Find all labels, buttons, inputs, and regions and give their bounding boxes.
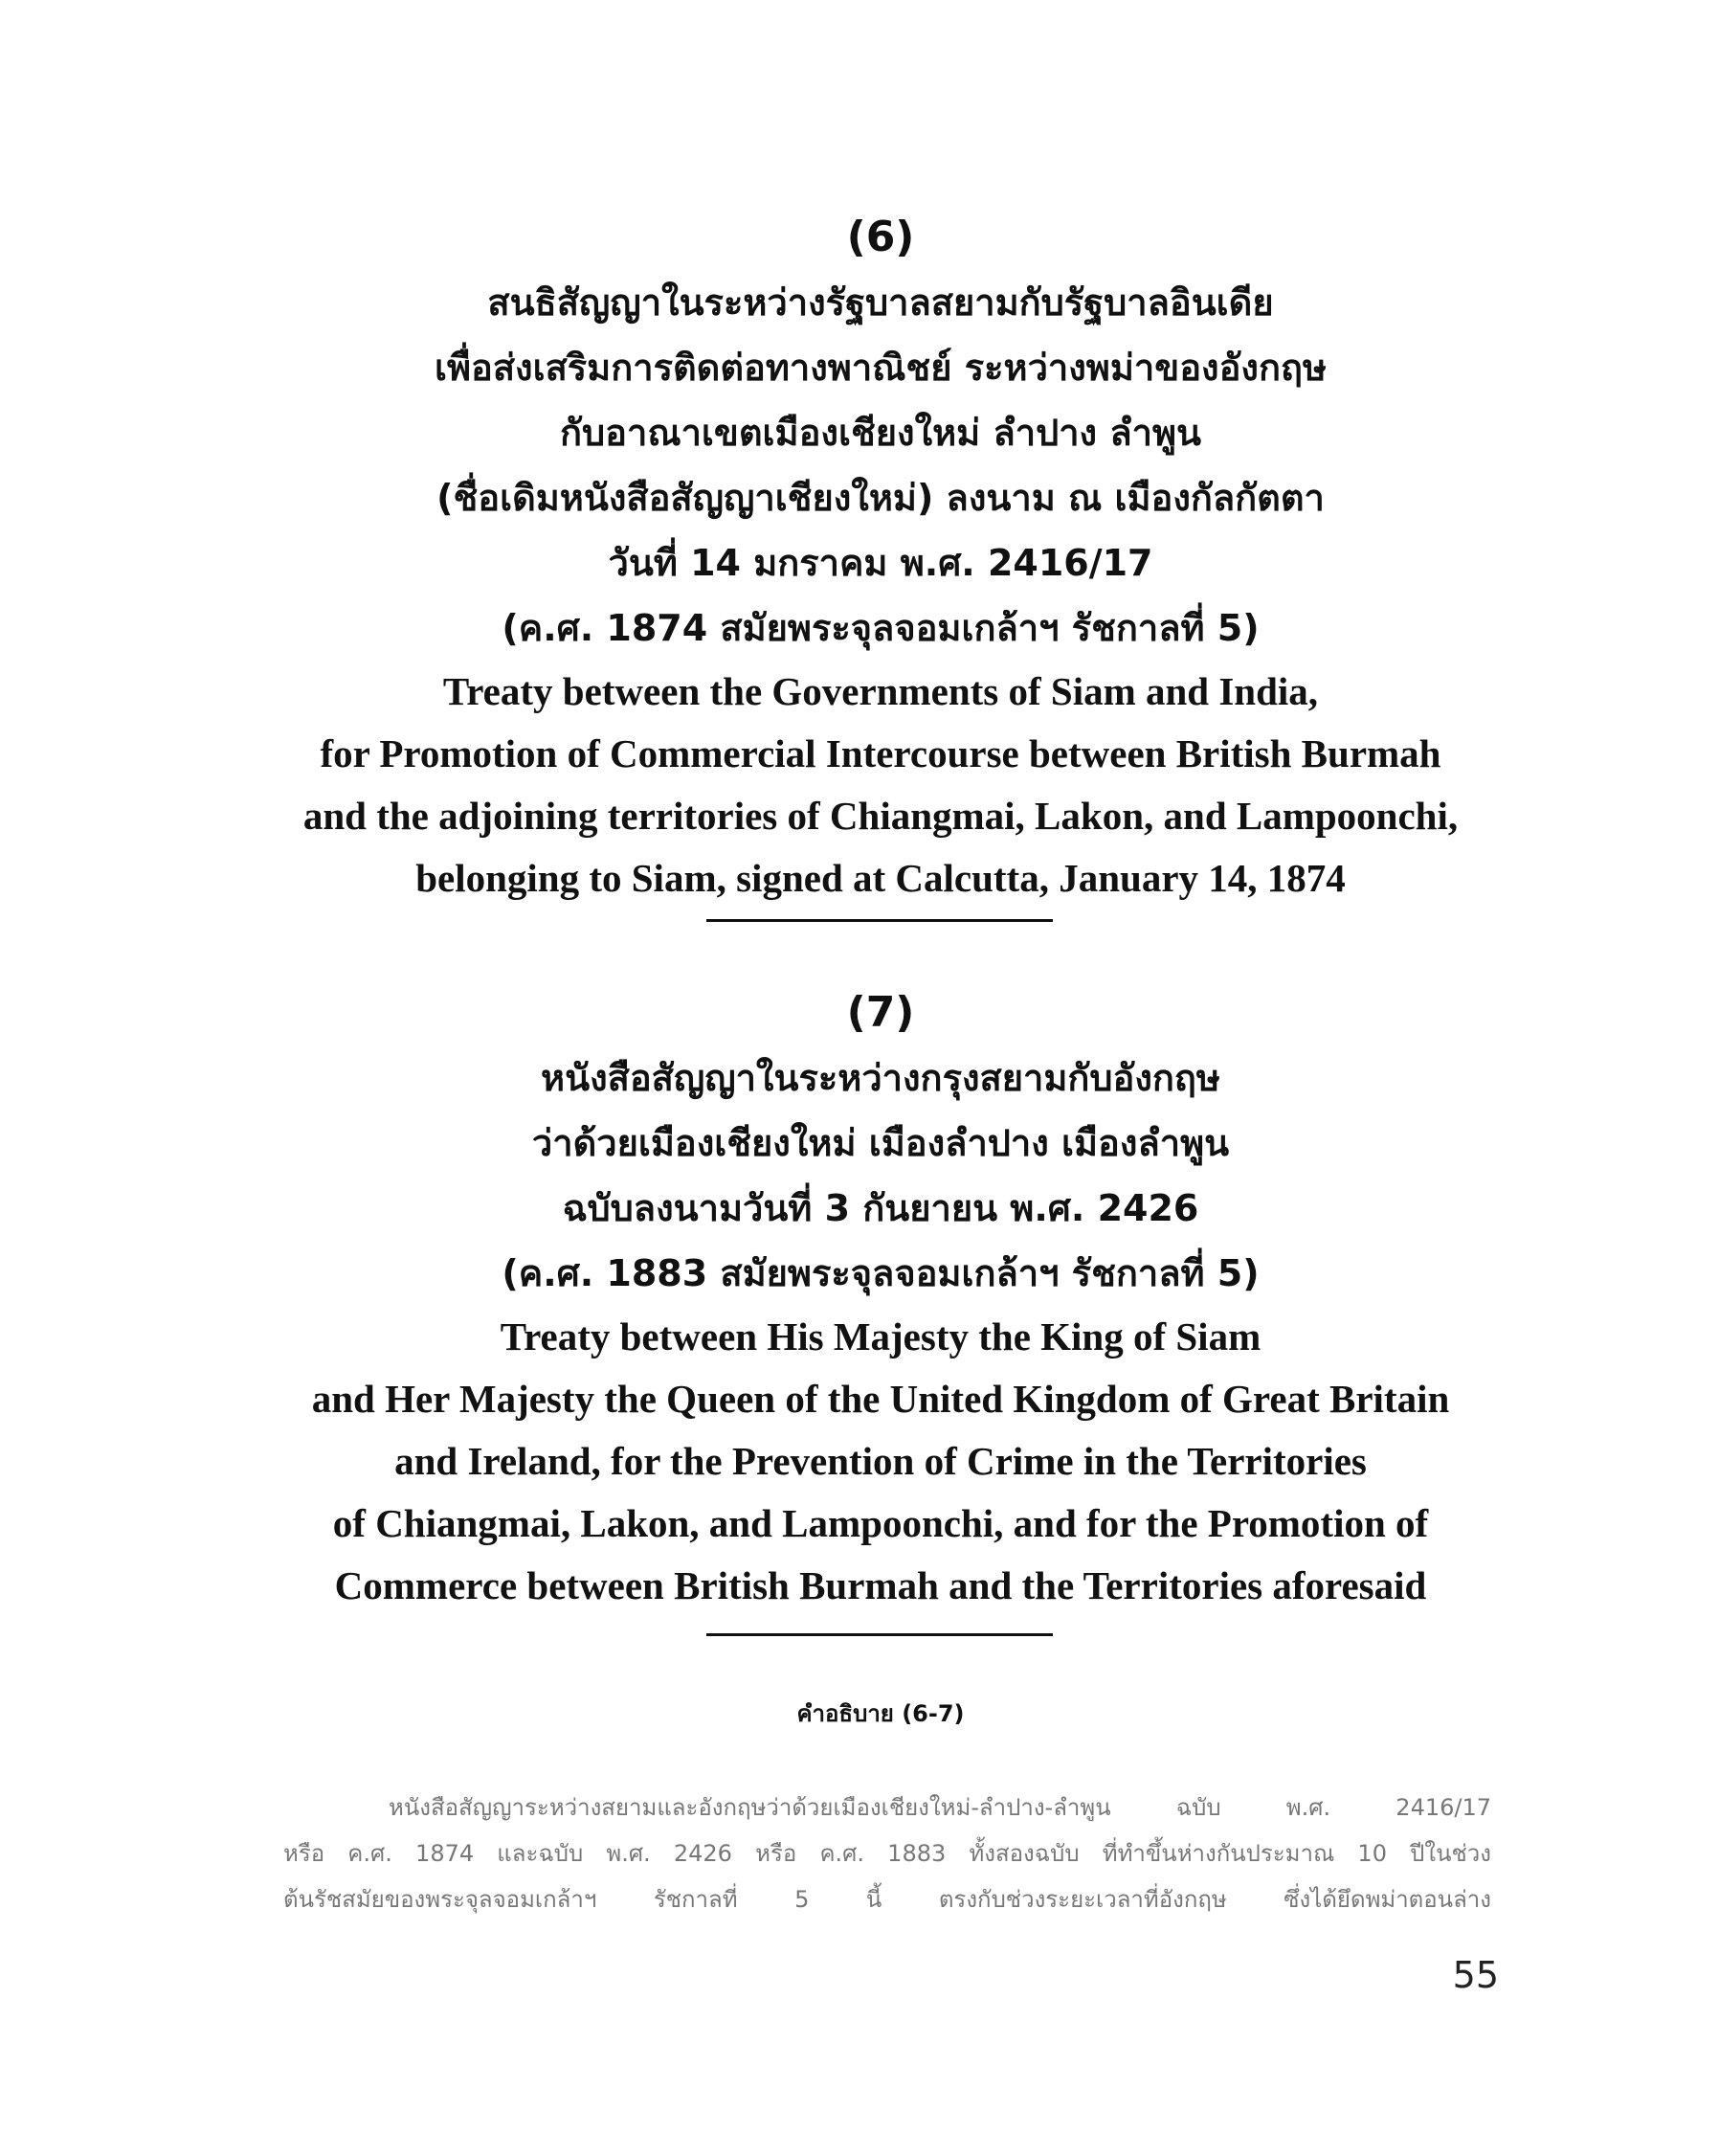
section-7 [230,980,1531,1617]
section-7-english-line: and Ireland, for the Prevention of Crime in the Territories [394,1439,1367,1483]
section-6-english-line: Treaty between the Governments of Siam and India, [442,669,1319,713]
section-7-thai-line: ว่าด้วยเมืองเชียงใหม่ เมืองลำปาง เมืองลำพูน [531,1122,1230,1164]
section-6-thai-line: (ชื่อเดิมหนังสือสัญญาเชียงใหม่) ลงนาม ณ เมืองกัลกัตตา [436,477,1325,519]
explanation-line: ต้นรัชสมัยของพระจุลจอมเกล้าฯ รัชกาลที่ 5 นี้ ตรงกับช่วงระยะเวลาที่อังกฤษ ซึ่งได้ยึดพม่าตอนล่าง [283,1886,1491,1913]
divider-rule [706,919,1053,922]
section-6-english-line: belonging to Siam, signed at Calcutta, January 14, 1874 [415,856,1346,900]
section-6 [230,205,1531,910]
section-6-thai-line: (ค.ศ. 1874 สมัยพระจุลจอมเกล้าฯ รัชกาลที่ 5) [502,607,1260,649]
page-number: 55 [1452,1954,1499,1996]
section-7-english-line: of Chiangmai, Lakon, and Lampoonchi, and for the Promotion of [332,1501,1429,1545]
section-6-thai-line: เพื่อส่งเสริมการติดต่อทางพาณิชย์ ระหว่างพม่าของอังกฤษ [434,347,1328,389]
section-6-thai-line: วันที่ 14 มกราคม พ.ศ. 2416/17 [608,542,1153,584]
section-7-thai-line: หนังสือสัญญาในระหว่างกรุงสยามกับอังกฤษ [541,1057,1220,1099]
section-6-thai-line: สนธิสัญญาในระหว่างรัฐบาลสยามกับรัฐบาลอินเดีย [487,281,1274,324]
section-7-thai-line: (ค.ศ. 1883 สมัยพระจุลจอมเกล้าฯ รัชกาลที่ 5) [502,1252,1260,1294]
explanation-line: หรือ ค.ศ. 1874 และฉบับ พ.ศ. 2426 หรือ ค.ศ. 1883 ทั้งสองฉบับ ที่ทำขึ้นห่างกันประมาณ 10 ปีในช่วง [283,1840,1491,1867]
section-6-number: (6) [846,213,915,261]
explanation-heading: คำอธิบาย (6-7) [796,1700,965,1727]
explanation-line: หนังสือสัญญาระหว่างสยามและอังกฤษว่าด้วยเมืองเชียงใหม่-ลำปาง-ลำพูน ฉบับ พ.ศ. 2416/17 [389,1794,1491,1821]
divider-rule [706,1633,1053,1636]
section-6-english-line: and the adjoining territories of Chiangmai, Lakon, and Lampoonchi, [302,794,1459,838]
section-7-english-line: Commerce between British Burmah and the Territories aforesaid [334,1563,1427,1607]
section-7-english-line: and Her Majesty the Queen of the United Kingdom of Great Britain [311,1377,1450,1421]
section-6-thai-line: กับอาณาเขตเมืองเชียงใหม่ ลำปาง ลำพูน [560,412,1201,454]
section-7-english-line: Treaty between His Majesty the King of Siam [500,1314,1261,1359]
section-7-number: (7) [846,988,915,1037]
explanation-body [283,1785,1491,1922]
section-6-english-line: for Promotion of Commercial Intercourse between British Burmah [320,731,1441,775]
section-7-thai-line: ฉบับลงนามวันที่ 3 กันยายน พ.ศ. 2426 [562,1187,1199,1229]
